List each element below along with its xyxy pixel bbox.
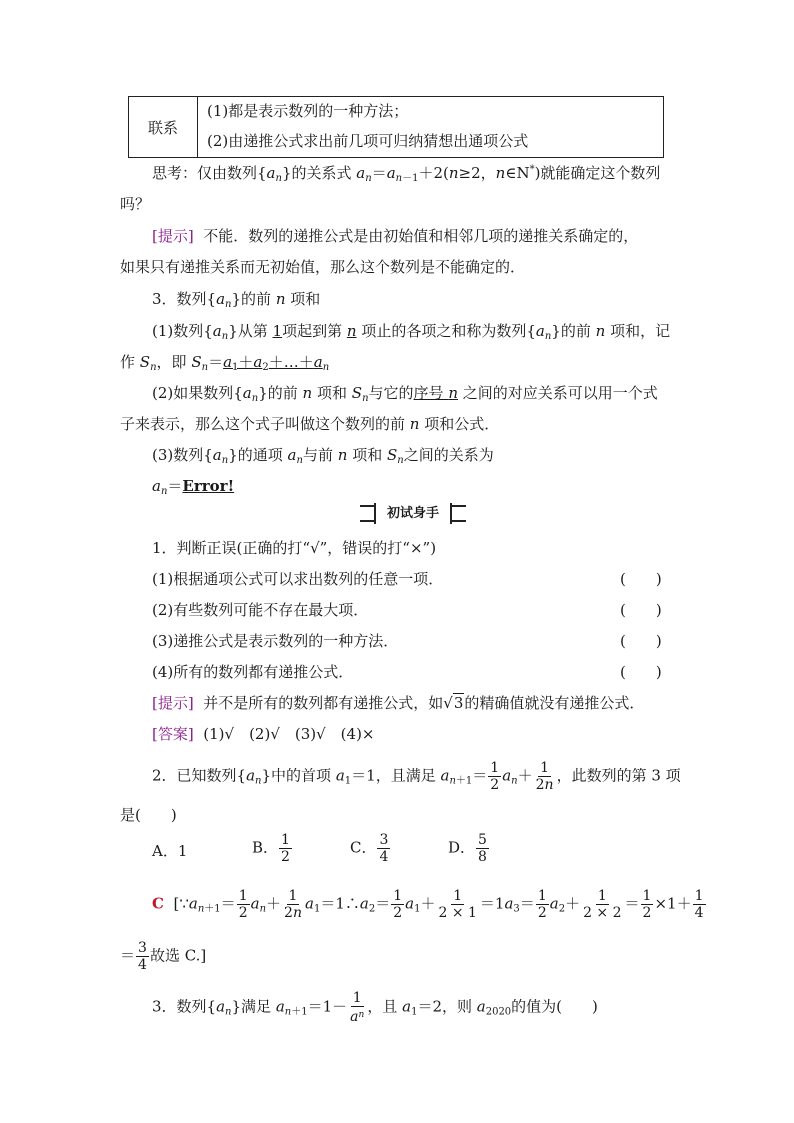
q3-stem: 3．数列$\{a_n\}$满足 $a_{n+1}=1-$ $\frac{1}{a^n}$ ，且 $a_1=2$，则 $a_{2020}$的值为( ) (152, 990, 598, 1025)
q1-item-4: (4)所有的数列都有递推公式． (152, 663, 354, 681)
think-line-1: 思考：仅由数列$\{a_n\}$的关系式 $a_n=a_{n-1}+2(n\ge 2$，n∈N*)就能确定这个数列 (152, 164, 661, 184)
section-3-p1-line-2: 作 $S_n$，即 $S_n=a_1+a_2+\dots+a_n$ (120, 353, 330, 373)
q1-stem: 1．判断正误(正确的打“√”，错误的打“×”) (152, 539, 437, 557)
section-3-p3: (3)数列$\{a_n\}$的通项 $a_n$与前 n 项和 $S_n$之间的关系为 (152, 446, 494, 466)
answer-tag: [答案] (152, 725, 194, 743)
table-label: 联系 (129, 97, 198, 157)
section-3-p1-line-1: (1)数列$\{a_n\}$从第 1项起到第 n 项止的各项之和称为数列$\{a_n\}$的前 n 项和，记 (152, 322, 671, 342)
table-row-1: (1)都是表示数列的一种方法； (207, 102, 409, 120)
section-banner (360, 505, 466, 522)
q2-option-d: D． $\frac{5}{8}$ (448, 832, 487, 865)
section-3-p2-line-2: 子来表示，那么这个式子叫做这个数列的前 n 项和公式． (120, 415, 500, 433)
q2-stem-line-2: 是( ) (120, 806, 177, 824)
q2-answer-letter: C (152, 894, 164, 913)
hint-1-line-2: 如果只有递推关系而无初始值，那么这个数列是不能确定的． (120, 258, 526, 276)
q2-option-b: B． $\frac{1}{2}$ (252, 832, 290, 865)
q2-stem-line-1: 2．已知数列$\{a_n\}$中的首项 $a_1=1$，且满足 $a_{n+1}=$ $\frac{1}{2}$ $a_n+$ $\frac{1}{2n}$ ，此数列的第 3 项 (152, 760, 681, 793)
q2-option-a: A．1 (152, 842, 188, 860)
q1-item-3: (3)递推公式是表示数列的一种方法． (152, 632, 399, 650)
q1-hint: [提示] 并不是所有的数列都有递推公式，如√3的精确值就没有递推公式． (152, 694, 645, 712)
hint-tag-2: [提示] (152, 694, 194, 712)
section-3-p2-line-1: (2)如果数列$\{a_n\}$的前 n 项和 $S_n$与它的序号 n 之间的对应关系可以用一个式 (152, 384, 658, 404)
error-text: Error! (182, 477, 235, 495)
table-row-2: (2)由递推公式求出前几项可归纳猜想出通项公式 (207, 132, 529, 150)
q2-solution-line-1: C [$\because a_{n+1}=$ $\frac{1}{2}$ $a_n+$ $\frac{1}{2n}$ $a_1=1\therefore a_2=$ $\frac{1}{2}$ $a_1+$ $\frac{1}{2 \times 1}$ $=1a_3=$ $\frac{1}{2}$ $a_2+$ $\frac{1}{2 \times 2}$ ＝ $\frac{1}{2}$ ×1＋ $\frac{1}{4}$ (152, 888, 704, 921)
section-3-heading: 3．数列$\{a_n\}$的前 n 项和 (152, 290, 321, 310)
q1-paren-3: ( ) (620, 632, 662, 650)
hint-1-line-1: [提示] 不能．数列的递推公式是由初始值和相邻几项的递推关系确定的， (152, 227, 639, 245)
q2-solution-line-2: ＝ $\frac{3}{4}$ 故选 C.] (120, 940, 207, 973)
q1-paren-1: ( ) (620, 570, 662, 588)
banner-title: 初试身手 (374, 503, 452, 524)
q1-item-1: (1)根据通项公式可以求出数列的任意一项． (152, 570, 444, 588)
q1-paren-4: ( ) (620, 663, 662, 681)
relation-table (128, 96, 664, 158)
hint-tag: [提示] (152, 227, 194, 245)
q2-option-c: C． $\frac{3}{4}$ (350, 832, 389, 865)
q1-answer: [答案] (1)√ (2)√ (3)√ (4)× (152, 725, 375, 743)
q1-item-2: (2)有些数列可能不存在最大项． (152, 601, 369, 619)
q1-paren-2: ( ) (620, 601, 662, 619)
think-line-2: 吗？ (120, 195, 151, 213)
section-3-formula: $a_n=Error$! (152, 477, 235, 497)
